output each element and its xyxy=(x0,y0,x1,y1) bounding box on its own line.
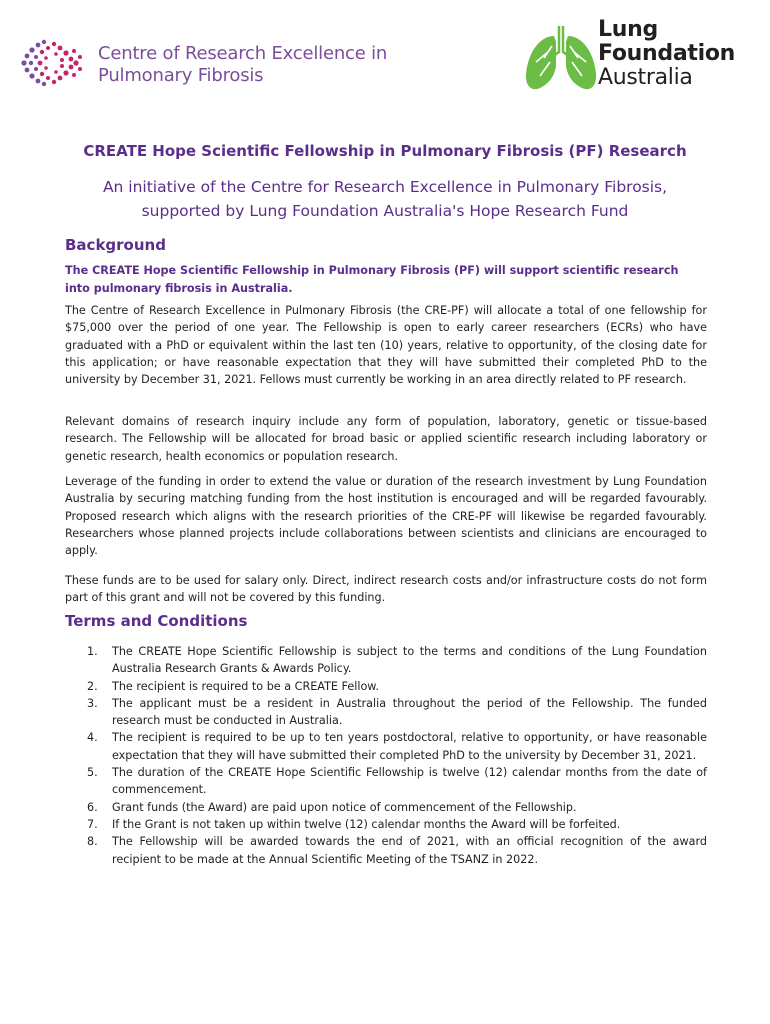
background-paragraph-2: Relevant domains of research inquiry include any form of population, laboratory, genetic or tissue-based research. The Fellowship will be allocated for broad basic or applied scientific research including laboratory or genetic research, health economics or population research. xyxy=(65,415,707,463)
background-paragraph-3: Leverage of the funding in order to extend the value or duration of the research investment by Lung Foundation Australia by securing matching funding from the host institution is encouraged and will be regarded favourably. Proposed research which aligns with the research priorities of the CRE-PF will likewise be regarded favourably. Researchers whose planned projects include collaborations between scientists and clinicians are encouraged to apply. xyxy=(65,475,707,558)
list-item xyxy=(65,678,707,695)
document-subtitle xyxy=(60,175,710,223)
list-number: 3. xyxy=(87,696,98,710)
background-lead: The CREATE Hope Scientific Fellowship in Pulmonary Fibrosis (PF) will support scientific research into pulmonary fibrosis in Australia. xyxy=(65,264,679,295)
list-number: 8. xyxy=(87,835,98,849)
cre-name xyxy=(98,43,387,87)
list-item xyxy=(65,833,707,868)
terms-list xyxy=(65,643,707,868)
list-item xyxy=(65,729,707,764)
list-number: 7. xyxy=(87,817,98,831)
background-heading: Background xyxy=(65,236,166,254)
list-text: If the Grant is not taken up within twelve (12) calendar months the Award will be forfeited. xyxy=(112,817,621,831)
list-number: 6. xyxy=(87,800,98,814)
list-number: 2. xyxy=(87,679,98,693)
terms-heading: Terms and Conditions xyxy=(65,612,248,630)
cre-name-line2: Pulmonary Fibrosis xyxy=(98,65,264,86)
cre-name-line1: Centre of Research Excellence in xyxy=(98,43,388,64)
list-number: 1. xyxy=(87,645,98,658)
list-item xyxy=(65,764,707,799)
list-item xyxy=(65,695,707,730)
background-paragraph-4: These funds are to be used for salary only. Direct, indirect research costs and/or infrastructure costs do not form part of this grant and will not be covered by this funding. xyxy=(65,574,707,605)
list-number: 5. xyxy=(87,766,98,780)
list-text: The recipient is required to be a CREATE Fellow. xyxy=(112,679,379,693)
subtitle-line1: An initiative of the Centre for Research Excellence in Pulmonary Fibrosis, xyxy=(102,178,668,196)
list-text: The duration of the CREATE Hope Scientific Fellowship is twelve (12) calendar months from the date of commencement. xyxy=(112,766,707,797)
list-item xyxy=(65,799,707,816)
list-number: 4. xyxy=(87,731,98,745)
page-header xyxy=(0,0,770,110)
lfa-line3: Australia xyxy=(598,65,693,90)
list-text: The CREATE Hope Scientific Fellowship is subject to the terms and conditions of the Lung Foundation Australia Research Grants & Awards Policy. xyxy=(112,645,707,676)
document-title: CREATE Hope Scientific Fellowship in Pulmonary Fibrosis (PF) Research xyxy=(83,142,687,160)
lungs-icon xyxy=(522,22,600,96)
background-paragraph-1: The Centre of Research Excellence in Pulmonary Fibrosis (the CRE-PF) will allocate a total of one fellowship for $75,000 over the period of one year. The Fellowship is open to early career researchers (ECRs) who have graduated with a PhD or equivalent within the last ten (10) years, relative to opportunity, of the closing date for this application; or have reasonable expectation that they will have submitted their completed PhD to the university by December 31, 2021. Fellows must currently be working in an area directly related to PF research. xyxy=(65,304,707,387)
list-item xyxy=(65,643,707,678)
list-item xyxy=(65,816,707,833)
cre-dot-logo-icon xyxy=(16,36,86,90)
list-text: The Fellowship will be awarded towards the end of 2021, with an official recognition of the award recipient to be made at the Annual Scientific Meeting of the TSANZ in 2022. xyxy=(112,835,707,866)
lfa-line2: Foundation xyxy=(598,41,736,66)
list-text: The applicant must be a resident in Australia throughout the period of the Fellowship. The funded research must be conducted in Australia. xyxy=(112,696,707,728)
lfa-line1: Lung xyxy=(598,17,658,42)
lfa-wordmark xyxy=(598,18,735,90)
subtitle-line2: supported by Lung Foundation Australia's Hope Research Fund xyxy=(141,202,629,220)
list-text: Grant funds (the Award) are paid upon notice of commencement of the Fellowship. xyxy=(112,800,577,814)
list-text: The recipient is required to be up to ten years postdoctoral, relative to opportunity, or have reasonable expectation that they will have submitted their completed PhD to the university by December 31, 2021. xyxy=(112,731,707,762)
